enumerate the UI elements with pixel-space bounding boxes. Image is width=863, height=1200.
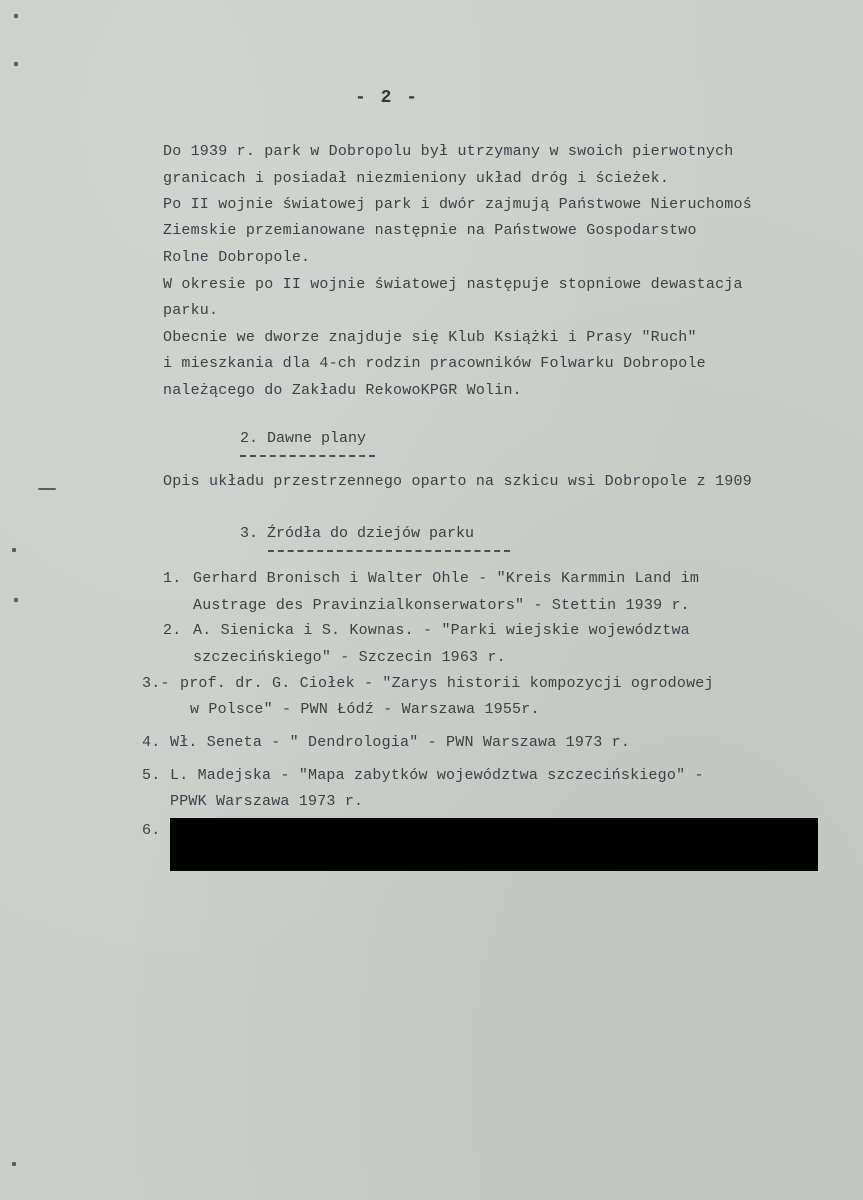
- paragraph-line: granicach i posiadał niezmieniony układ dróg i ścieżek.: [163, 170, 670, 187]
- paragraph-line: należącego do Zakładu RekowoKPGR Wolin.: [163, 382, 522, 399]
- paragraph-line: W okresie po II wojnie światowej następuje stopniowe dewastacja: [163, 276, 743, 293]
- section-3-heading: 3. Źródła do dziejów parku: [240, 525, 475, 542]
- paragraph-line: parku.: [163, 302, 219, 319]
- heading-underline: [268, 550, 510, 552]
- source-line: szczecińskiego" - Szczecin 1963 r.: [193, 649, 506, 666]
- source-number: 3.-: [142, 675, 170, 692]
- source-line: A. Sienicka i S. Kownas. - "Parki wiejskie województwa: [193, 622, 690, 639]
- scan-mark: [12, 548, 16, 552]
- paragraph-line: i mieszkania dla 4-ch rodzin pracowników Folwarku Dobropole: [163, 355, 706, 372]
- source-line: Wł. Seneta - " Dendrologia" - PWN Warszawa 1973 r.: [170, 734, 631, 751]
- paragraph-line: Ziemskie przemianowane następnie na Państwowe Gospodarstwo: [163, 222, 697, 239]
- source-number: 1.: [163, 570, 182, 587]
- section-2-heading: 2. Dawne plany: [240, 430, 367, 447]
- source-number: 5.: [142, 767, 161, 784]
- paragraph-line: Do 1939 r. park w Dobropolu był utrzymany w swoich pierwotnych: [163, 143, 734, 160]
- source-line: prof. dr. G. Ciołek - "Zarys historii kompozycji ogrodowej: [180, 675, 714, 692]
- scan-mark: [14, 14, 18, 18]
- scan-mark: [12, 1162, 16, 1166]
- scan-mark: [14, 62, 18, 66]
- source-number: 6.: [142, 822, 161, 839]
- scan-mark: [38, 488, 56, 490]
- section-2-text: Opis układu przestrzennego oparto na szkicu wsi Dobropole z 1909: [163, 473, 752, 490]
- source-line: Austrage des Pravinzialkonserwators" - Stettin 1939 r.: [193, 597, 690, 614]
- source-line: L. Madejska - "Mapa zabytków województwa szczecińskiego" -: [170, 767, 704, 784]
- paragraph-line: Rolne Dobropole.: [163, 249, 311, 266]
- redaction-block: [170, 818, 818, 871]
- source-number: 2.: [163, 622, 182, 639]
- source-line: Gerhard Bronisch i Walter Ohle - "Kreis Karmmin Land im: [193, 570, 700, 587]
- heading-underline: [240, 455, 375, 457]
- page-number: - 2 -: [355, 88, 420, 108]
- paragraph-line: Po II wojnie światowej park i dwór zajmują Państwowe Nieruchomoś: [163, 196, 752, 213]
- source-number: 4.: [142, 734, 161, 751]
- source-line: w Polsce" - PWN Łódź - Warszawa 1955r.: [190, 701, 540, 718]
- scan-mark: [14, 598, 18, 602]
- paragraph-line: Obecnie we dworze znajduje się Klub Książki i Prasy "Ruch": [163, 329, 697, 346]
- source-line: PPWK Warszawa 1973 r.: [170, 793, 364, 810]
